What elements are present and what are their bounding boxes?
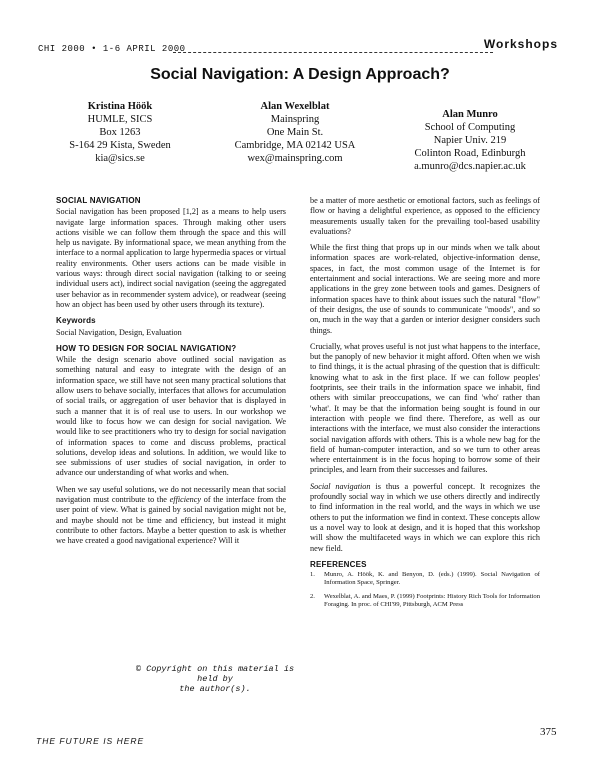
left-column xyxy=(56,196,286,553)
author-block xyxy=(390,108,550,173)
paragraph: Social navigation has been proposed [1,2] as a means to help users navigate large information spaces. Through making other users actions visible we can follow them through the space and this will help us navigate. By informational space, we mean anything from the interface to a normal application to large hypermedia spaces or virtual reality environments. Other users actions can be made visible in various ways: through direct social navigation (talking to or seeing individual users act), indirect social navigation (seeing the aggregated user behavior as in recommender system advice), or readwear (seeing how an object has been used by other users through its texture). xyxy=(56,207,286,309)
copyright-notice xyxy=(130,664,300,694)
paper-title: Social Navigation: A Design Approach? xyxy=(150,66,450,83)
author-name: Alan Wexelblat xyxy=(260,101,330,112)
author-address: One Main St. xyxy=(266,127,324,138)
right-column xyxy=(310,196,540,614)
page-number: 375 xyxy=(540,726,557,738)
emphasis: efficiency xyxy=(169,495,202,505)
footer-tagline: THE FUTURE IS HERE xyxy=(36,736,145,746)
author-name: Kristina Höök xyxy=(87,101,153,112)
author-address: Box 1263 xyxy=(99,127,141,138)
author-block xyxy=(215,100,375,165)
copyright-line: © Copyright on this material is held by xyxy=(135,664,295,684)
paragraph: Crucially, what proves useful is not just what happens to the interface, but the panoply of new behavior it might afford. Often when we wish to find things, it is the actual phrasing of the question that is difficult: knowing what to ask in the first place. If we can follow peoples' footprints, see their trails in the information space we inhabit, find others with similar preoccupations, we can find 'who' rather than 'what'. It may be that the information being sought is found in our interaction with people we find there. Therefore, as well as our interactions with the interface, we must also consider the interactions social navigation affords with others. This is a whole new bag for the field of human-computer interaction, and so we turn to other areas where entertainment is in the focus hoping to borrow some of their principles, and learn from their successes and failures. xyxy=(310,341,540,475)
paragraph: While the first thing that props up in our minds when we talk about information spaces are work-related, objective-information dense, spaces, in fact, the most common usage of the Internet is for entertainment and social interactions. We are seeing more and more applications in the grey zone between tools and games. Designers of information spaces have to think about issues such the natural "flow" of their designs, the use of sounds to communicate "moods", and so on, much in the way that a garden or interior designer considers such things. xyxy=(310,243,540,335)
references-heading: REFERENCES xyxy=(310,559,367,569)
paragraph xyxy=(310,482,540,554)
author-block xyxy=(40,100,200,165)
reference-text: Munro, A. Höök, K. and Benyon, D. (eds.) (1999). Social Navigation of Information Space, Springer. xyxy=(324,571,540,587)
section-heading: HOW TO DESIGN FOR SOCIAL NAVIGATION? xyxy=(56,343,237,353)
author-affiliation: HUMLE, SICS xyxy=(87,114,153,125)
text-run: When we say useful solutions, we do not necessarily mean that social navigation must contribute to the xyxy=(56,484,286,505)
paragraph xyxy=(56,485,286,547)
text-run: is thus a powerful concept. It recognizes the profoundly social way in which we use others directly and indirectly to find information in the real world, and the ways in which we use others to put the information we find in context. These concepts allow us a novel way to look at design, and it is hoped that this workshop will show the multifaceted ways in which we can explore this rich new field. xyxy=(310,481,540,553)
section-label: Workshops xyxy=(483,37,558,51)
paragraph: be a matter of more aesthetic or emotional factors, such as feelings of flow or having a delightful experience, as opposed to the efficiency measurements usually taken for the prevailing tool-based usability evaluations? xyxy=(310,196,540,236)
copyright-line: the author(s). xyxy=(179,684,251,694)
paragraph: While the design scenario above outlined social navigation as something natural and easy to integrate with the design of an information space, we still have not seen many practical solutions that allow users to behave socially, interfaces that allows for accumulation of social trails, or aggregation of user behavior that is displayed in such a manner that it is of real use to users. In our workshop we would like to focus how we can design for social navigation. We would like to see practitioners who try to design for social navigation of information spaces to come and discuss problems, practical solutions, develop ideas and solutions. In addition, we would like to see submissions of user studies of social navigation, in order to advance our understanding of what works and when. xyxy=(56,355,286,478)
author-name: Alan Munro xyxy=(442,109,498,120)
reference-number: 1. xyxy=(310,571,315,579)
reference-text: Wexelblat, A. and Maes, P. (1999) Footprints: History Rich Tools for Information Foraging. In proc. of CHI'99, Pittsburgh, ACM Press xyxy=(324,592,540,608)
conference-label: CHI 2000 • 1-6 APRIL 2000 xyxy=(38,44,186,54)
author-email: wex@mainspring.com xyxy=(247,153,343,164)
author-email: kia@sics.se xyxy=(95,153,145,164)
author-affiliation: Mainspring xyxy=(270,114,320,125)
emphasis: Social navigation xyxy=(310,481,371,491)
text-run: of the interface from the user point of view. What is gained by social navigation might not be, and maybe should not be time and efficiency, but instead it might contribute to other factors. Maybe a better question to ask is whether we have created a good navigational experience? Will it xyxy=(56,495,286,546)
author-affiliation: School of Computing xyxy=(424,122,516,133)
header-rule xyxy=(173,40,493,53)
author-address: Napier Univ. 219 xyxy=(433,135,507,146)
section-heading: SOCIAL NAVIGATION xyxy=(56,196,141,205)
page-header xyxy=(38,37,558,58)
author-email: a.munro@dcs.napier.ac.uk xyxy=(414,161,526,172)
keywords-heading: Keywords xyxy=(56,316,96,326)
keywords-text: Social Navigation, Design, Evaluation xyxy=(56,327,182,337)
author-address: S-164 29 Kista, Sweden xyxy=(69,140,171,151)
reference-item xyxy=(310,571,540,587)
reference-item xyxy=(310,593,540,609)
references-list xyxy=(310,571,540,609)
reference-number: 2. xyxy=(310,592,315,600)
author-address: Colinton Road, Edinburgh xyxy=(414,148,526,159)
author-address: Cambridge, MA 02142 USA xyxy=(234,140,356,151)
